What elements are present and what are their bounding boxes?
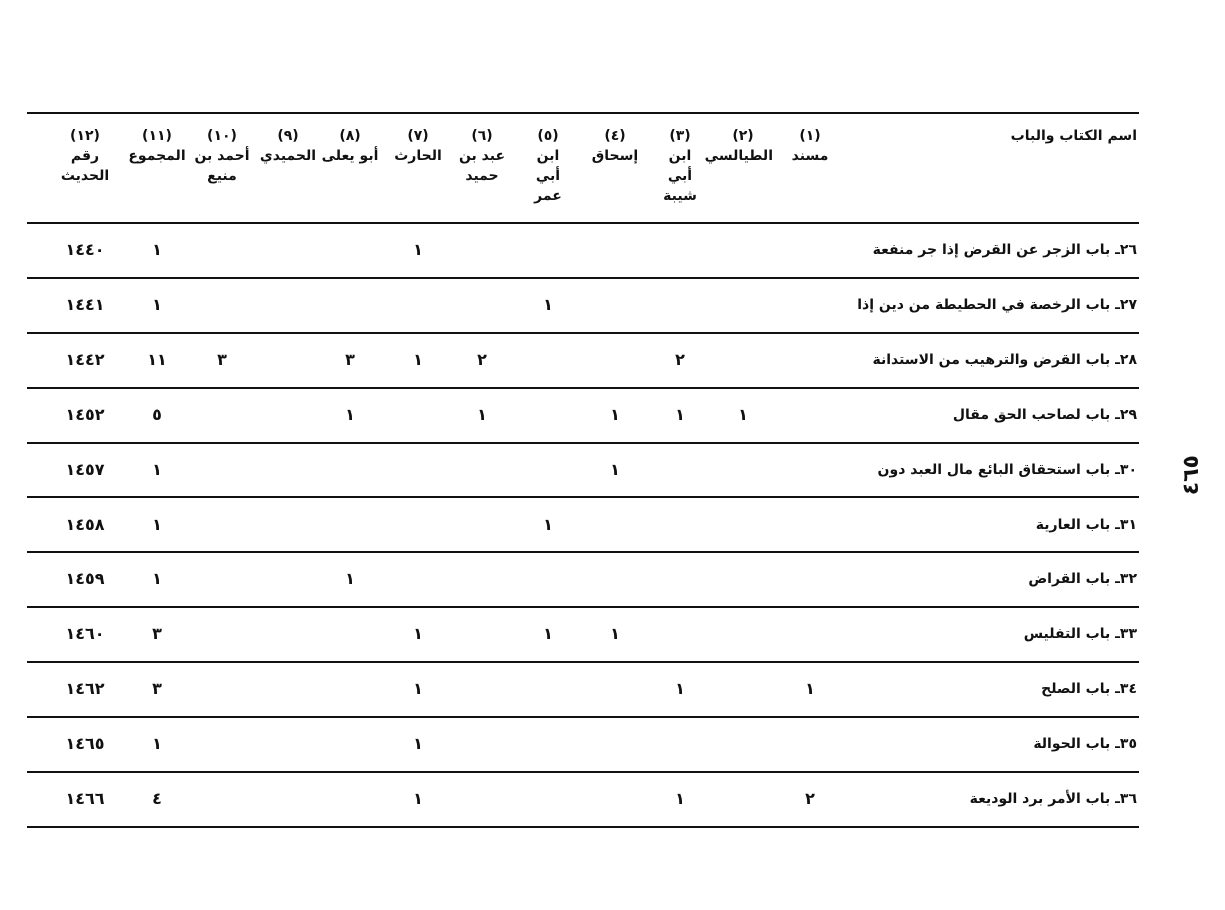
cell-col-1 [780,334,840,386]
column-header-label: ابن أبي عمر [534,148,562,204]
cell-col-7: ١ [413,734,423,754]
column-header-3 [655,126,705,206]
column-header-12 [45,126,125,186]
page-number: ٤٦٥ [1179,455,1204,496]
cell-col-5 [518,224,578,276]
cell-col-9 [258,224,318,276]
cell-col-8 [320,773,380,825]
cell-col-4 [585,499,645,551]
cell-col-6 [452,773,512,825]
cell-col-10 [192,553,252,605]
cell-col-11: ١ [152,294,162,314]
column-header-label: أبو يعلى [321,148,379,164]
title-column-header: اسم الكتاب والباب [1010,128,1137,144]
cell-col-6 [452,224,512,276]
column-header-number: (٩) [277,128,299,144]
cell-col-6 [452,608,512,660]
cell-col-12: ١٤٥٩ [65,569,105,589]
cell-col-4: ١ [610,624,620,644]
cell-col-12: ١٤٥٨ [65,514,105,534]
table-row [27,444,1139,499]
cell-col-2 [713,663,773,715]
cell-col-5 [518,553,578,605]
cell-col-6: ١ [477,404,487,424]
cell-col-3 [650,279,710,331]
cell-col-10 [192,279,252,331]
cell-col-2 [713,773,773,825]
cell-col-11: ٣ [152,624,162,644]
column-header-5 [523,126,573,206]
cell-col-2 [713,224,773,276]
cell-col-11: ٣ [152,679,162,699]
row-title: ٢٩ـ باب لصاحب الحق مقال [952,406,1137,423]
cell-col-5: ١ [543,624,553,644]
cell-col-3 [650,224,710,276]
column-header-label: الحميدي [259,148,317,164]
cell-col-9 [258,608,318,660]
cell-col-5 [518,718,578,770]
row-title: ٢٧ـ باب الرخصة في الحطيطة من دين إذا [857,296,1137,313]
cell-col-10 [192,718,252,770]
cell-col-9 [258,773,318,825]
cell-col-10 [192,499,252,551]
cell-col-2 [713,499,773,551]
cell-col-7 [388,279,448,331]
cell-col-2 [713,279,773,331]
cell-col-2 [713,444,773,496]
row-title: ٣٣ـ باب التفليس [1023,626,1137,643]
column-header-label: مسند [791,148,829,164]
column-header-number: (٨) [339,128,361,144]
cell-col-3: ٢ [675,349,685,369]
cell-col-4 [585,279,645,331]
cell-col-5 [518,389,578,441]
cell-col-4 [585,334,645,386]
table-top-rule [27,112,1139,114]
cell-col-1: ١ [805,679,815,699]
column-header-7 [388,126,448,166]
cell-col-7 [388,389,448,441]
cell-col-3 [650,718,710,770]
cell-col-3: ١ [675,404,685,424]
cell-col-9 [258,334,318,386]
cell-col-11: ١ [152,459,162,479]
cell-col-6 [452,444,512,496]
column-header-number: (٤) [604,128,626,144]
table-row [27,224,1139,279]
column-header-number: (٧) [407,128,429,144]
cell-col-11: ١ [152,569,162,589]
cell-col-2: ١ [738,404,748,424]
cell-col-12: ١٤٤٢ [65,349,105,369]
table-row [27,279,1139,334]
cell-col-5 [518,334,578,386]
cell-col-4 [585,224,645,276]
cell-col-2 [713,718,773,770]
cell-col-2 [713,553,773,605]
column-header-label: الحارث [394,148,442,164]
cell-col-8: ٣ [345,349,355,369]
cell-col-1 [780,608,840,660]
cell-col-4: ١ [610,459,620,479]
cell-col-10 [192,608,252,660]
table-row [27,389,1139,444]
cell-col-8 [320,718,380,770]
cell-col-12: ١٤٦٠ [65,624,105,644]
cell-col-5 [518,444,578,496]
cell-col-4: ١ [610,404,620,424]
cell-col-7: ١ [413,789,423,808]
column-header-number: (٥) [537,128,559,144]
column-header-10 [192,126,252,186]
cell-col-12: ١٤٦٢ [65,679,105,699]
cell-col-11: ٥ [152,404,162,424]
cell-col-1 [780,718,840,770]
column-header-label: عبد بن حميد [458,148,506,184]
cell-col-12: ١٤٥٧ [65,459,105,479]
cell-col-7 [388,499,448,551]
column-header-label: أحمد بن منيع [194,148,250,184]
cell-col-8: ١ [345,569,355,589]
cell-col-6 [452,279,512,331]
cell-col-9 [258,663,318,715]
cell-col-3 [650,553,710,605]
cell-col-1: ٢ [805,789,815,808]
row-title: ٢٦ـ باب الزجر عن القرض إذا جر منفعة [872,242,1137,258]
cell-col-6 [452,663,512,715]
column-header-8 [320,126,380,166]
row-title: ٣١ـ باب العارية [1035,516,1137,533]
cell-col-1 [780,389,840,441]
table-row [27,663,1139,718]
cell-col-3: ١ [675,789,685,808]
cell-col-9 [258,553,318,605]
cell-col-1 [780,224,840,276]
cell-col-6: ٢ [477,349,487,369]
column-header-number: (٢) [732,128,754,144]
cell-col-10 [192,773,252,825]
cell-col-2 [713,608,773,660]
cell-col-12: ١٤٤١ [65,294,105,314]
cell-col-11: ١ [152,734,162,754]
cell-col-3 [650,608,710,660]
cell-col-12: ١٤٥٢ [65,404,105,424]
cell-col-4 [585,553,645,605]
cell-col-12: ١٤٦٦ [65,789,105,808]
cell-col-11: ١ [152,514,162,534]
cell-col-8 [320,279,380,331]
cell-col-10 [192,444,252,496]
table-row [27,608,1139,663]
cell-col-11: ١ [152,240,162,259]
cell-col-4 [585,663,645,715]
cell-col-6 [452,553,512,605]
cell-col-1 [780,279,840,331]
cell-col-6 [452,718,512,770]
cell-col-10 [192,663,252,715]
column-header-number: (٦) [471,128,493,144]
cell-col-8 [320,444,380,496]
table-row [27,499,1139,554]
cell-col-4 [585,718,645,770]
cell-col-4 [585,773,645,825]
cell-col-7: ١ [413,349,423,369]
cell-col-11: ٤ [152,789,162,808]
table-row [27,553,1139,608]
cell-col-9 [258,444,318,496]
cell-col-8 [320,608,380,660]
column-header-label: ابن أبي شيبة [663,148,697,204]
cell-col-8 [320,224,380,276]
table-row [27,773,1139,828]
cell-col-7 [388,553,448,605]
column-header-9 [256,126,320,166]
column-header-number: (٣) [669,128,691,144]
cell-col-1 [780,553,840,605]
cell-col-10 [192,224,252,276]
row-title: ٣٠ـ باب استحقاق البائع مال العبد دون [877,461,1137,478]
column-header-number: (١) [799,128,821,144]
cell-col-5: ١ [543,514,553,534]
cell-col-9 [258,499,318,551]
cell-col-1 [780,444,840,496]
cell-col-3 [650,499,710,551]
cell-col-8 [320,663,380,715]
cell-col-9 [258,279,318,331]
column-header-number: (١٠) [207,128,237,144]
cell-col-7: ١ [413,679,423,699]
cell-col-7: ١ [413,240,423,259]
column-header-11 [127,126,187,166]
column-header-label: إسحاق [591,148,639,164]
cell-col-3 [650,444,710,496]
table-row [27,334,1139,389]
row-title: ٣٢ـ باب القراض [1028,571,1137,588]
column-header-4 [585,126,645,166]
cell-col-5 [518,773,578,825]
cell-col-7: ١ [413,624,423,644]
column-header-number: (١٢) [70,128,100,144]
cell-col-8: ١ [345,404,355,424]
column-header-label: الطيالسي [704,148,773,164]
column-header-number: (١١) [142,128,172,144]
cell-col-10 [192,389,252,441]
cell-col-9 [258,718,318,770]
row-title: ٣٤ـ باب الصلح [1041,681,1137,698]
cell-col-10: ٣ [217,349,227,369]
cell-col-9 [258,389,318,441]
column-header-6 [457,126,507,186]
cell-col-8 [320,499,380,551]
cell-col-1 [780,499,840,551]
cell-col-7 [388,444,448,496]
column-header-1 [785,126,835,166]
cell-col-3: ١ [675,679,685,699]
cell-col-11: ١١ [147,349,167,369]
column-header-2 [704,126,773,166]
cell-col-12: ١٤٤٠ [65,240,105,259]
column-header-label: رقم الحديث [60,148,110,184]
cell-col-5: ١ [543,294,553,314]
row-title: ٣٥ـ باب الحوالة [1033,736,1137,753]
cell-col-6 [452,499,512,551]
row-title: ٢٨ـ باب القرض والترهيب من الاستدانة [872,351,1137,368]
row-title: ٣٦ـ باب الأمر برد الوديعة [969,791,1137,807]
table-row [27,718,1139,773]
column-header-label: المجموع [128,148,186,164]
cell-col-2 [713,334,773,386]
cell-col-12: ١٤٦٥ [65,734,105,754]
cell-col-5 [518,663,578,715]
